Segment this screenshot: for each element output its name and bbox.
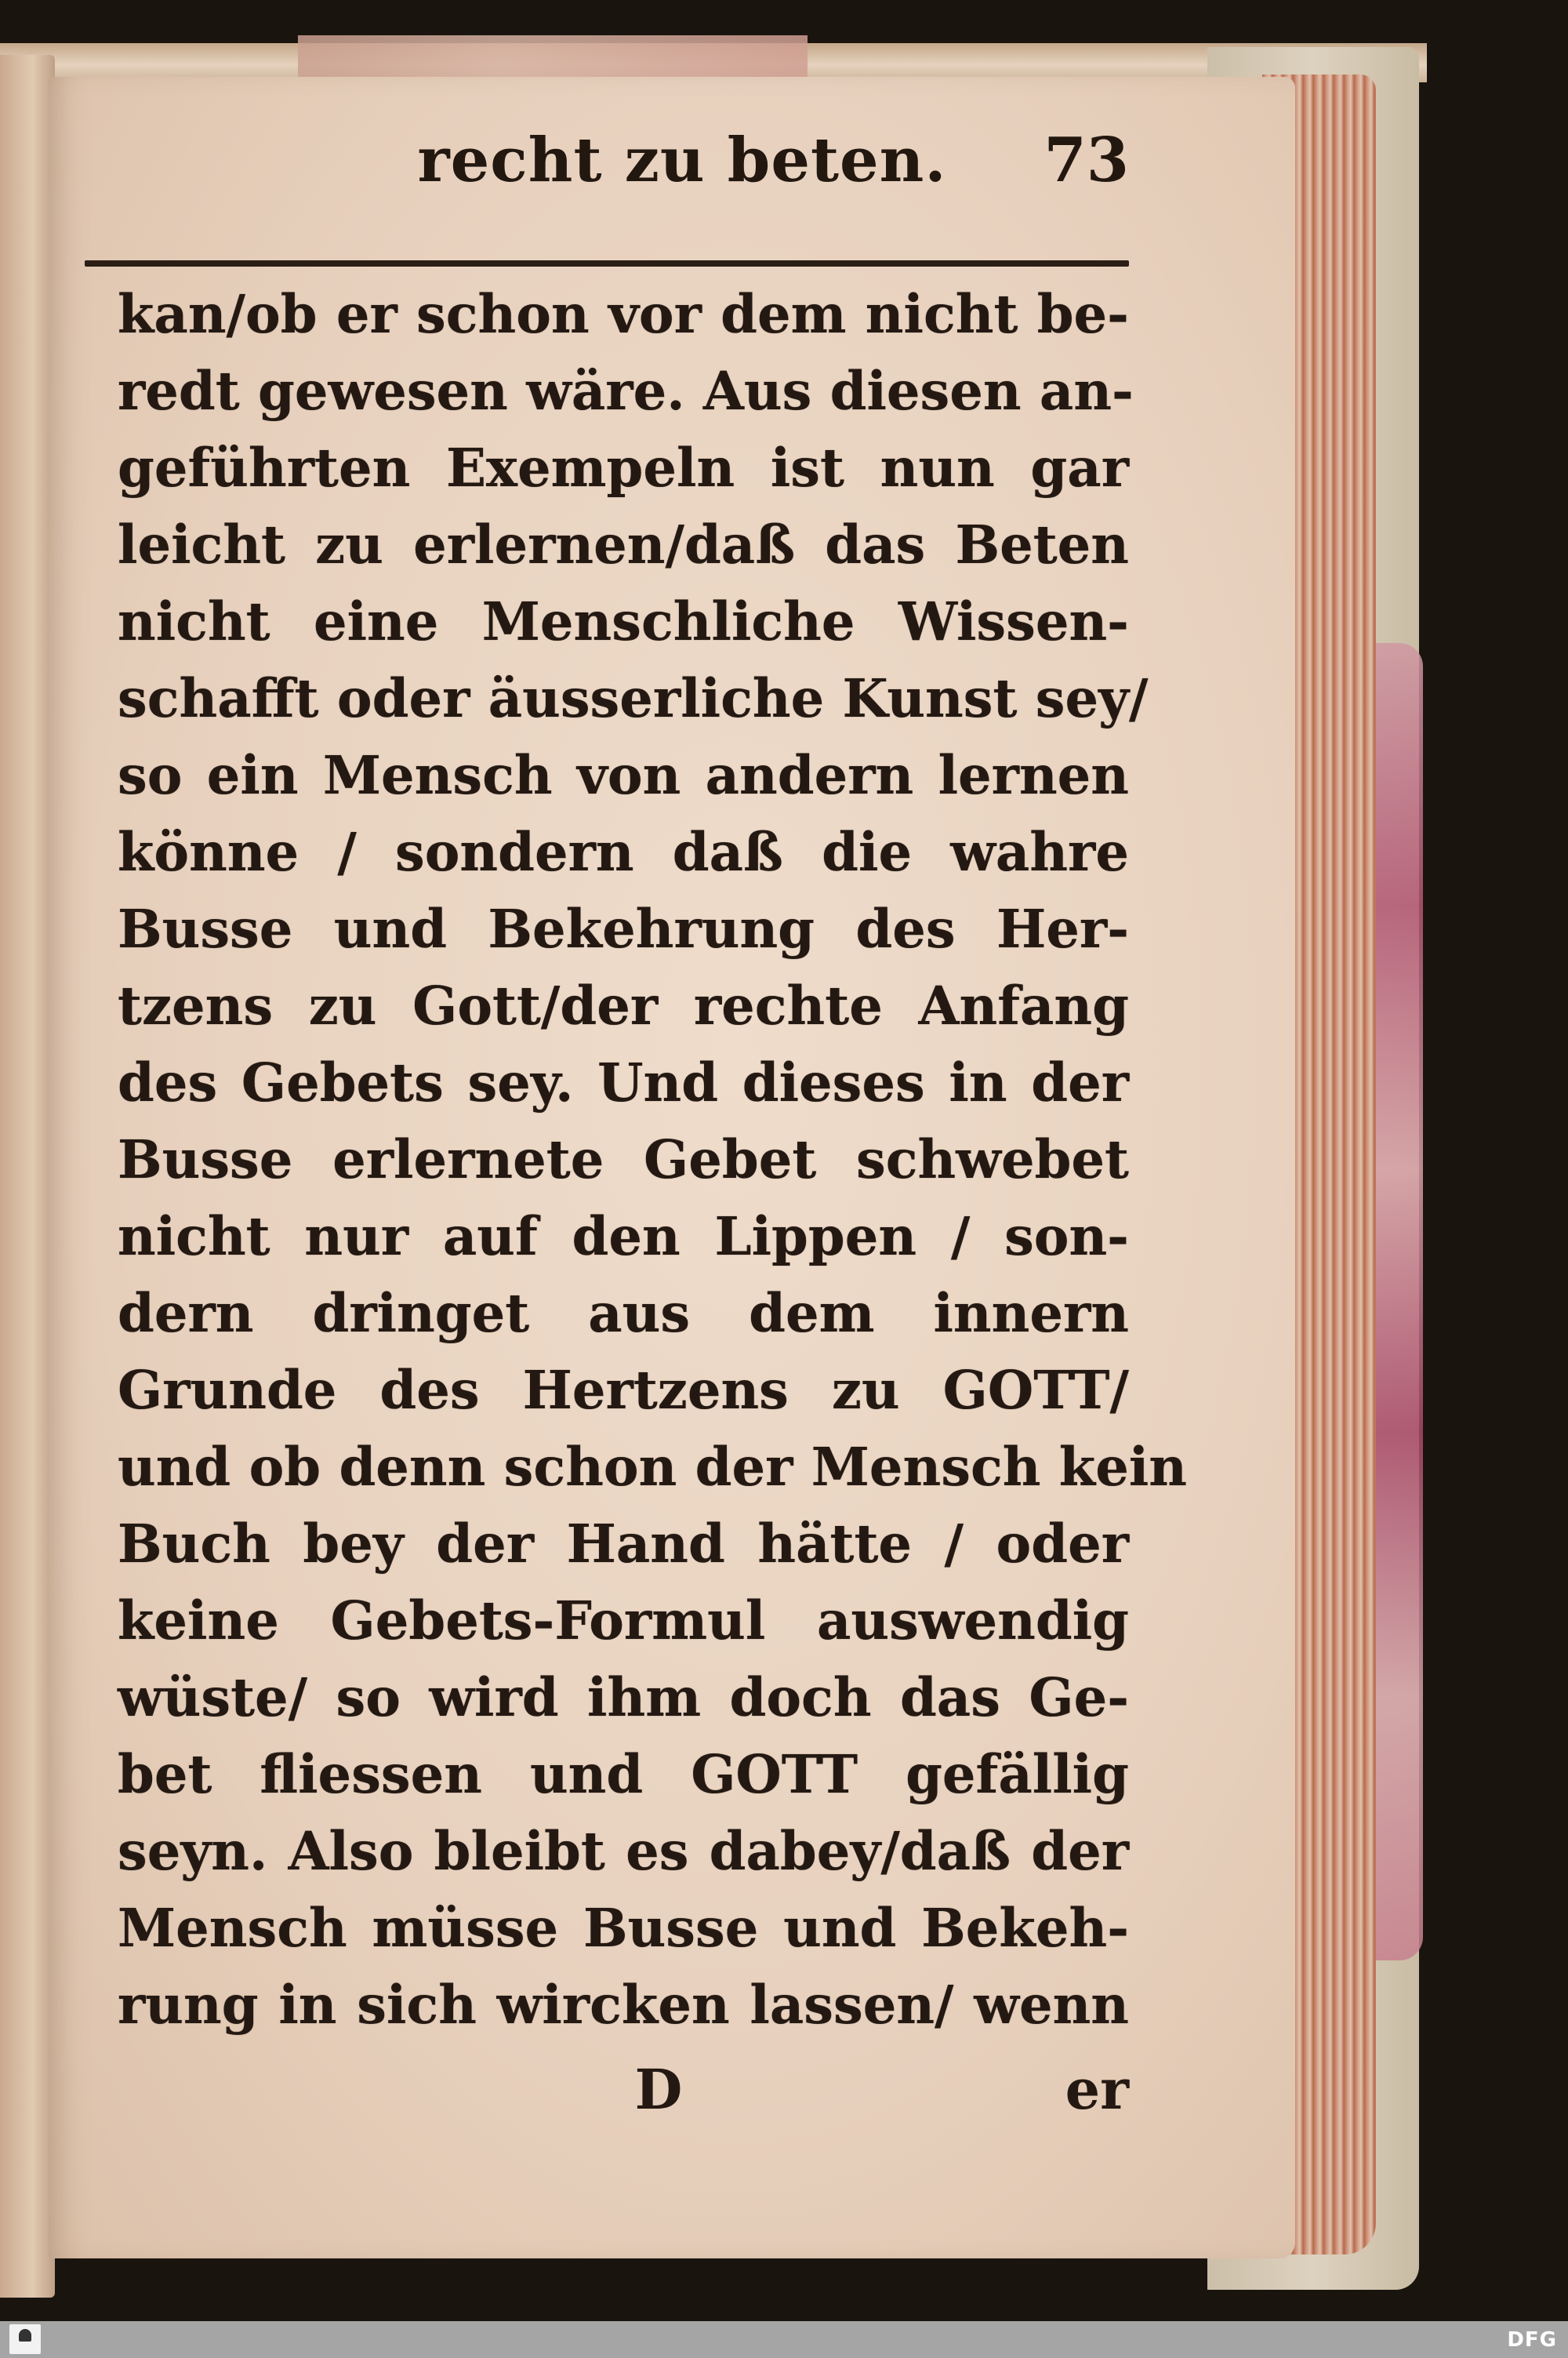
text-line: Grunde des Hertzens zu GOTT/	[118, 1359, 1129, 1421]
text-line: tzens zu Gott/der rechte Anfang	[118, 975, 1129, 1037]
text-line: Busse und Bekehrung des Her-	[118, 898, 1129, 960]
text-line: kan/ob er schon vor dem nicht be-	[118, 283, 1129, 345]
text-line: nicht eine Menschliche Wissen-	[118, 590, 1129, 652]
text-line: redt gewesen wäre. Aus diesen an-	[118, 360, 1134, 422]
text-line: so ein Mensch von andern lernen	[118, 744, 1129, 806]
text-line: Mensch müsse Busse und Bekeh-	[118, 1897, 1129, 1959]
left-page-edge	[0, 55, 55, 2298]
text-line: nicht nur auf den Lippen / son-	[118, 1205, 1129, 1267]
ribbon-marker	[298, 35, 808, 78]
text-line: schafft oder äusserliche Kunst sey/	[118, 667, 1149, 729]
text-line: leicht zu erlernen/daß das Beten	[118, 514, 1129, 576]
signature-mark: D	[634, 2057, 683, 2122]
text-line: geführten Exempeln ist nun gar	[118, 437, 1129, 499]
catchword: er	[1065, 2057, 1129, 2122]
text-line: Busse erlernete Gebet schwebet	[118, 1128, 1129, 1190]
text-line: des Gebets sey. Und dieses in der	[118, 1052, 1129, 1114]
text-line: seyn. Also bleibt es dabey/daß der	[118, 1820, 1129, 1882]
body-text	[118, 276, 1188, 2044]
text-line: Buch bey der Hand hätte / oder	[118, 1513, 1129, 1575]
page-footer	[118, 2047, 1129, 2133]
text-line: könne / sondern daß die wahre	[118, 821, 1129, 883]
text-line: und ob denn schon der Mensch kein	[118, 1436, 1188, 1498]
viewer-footer-bar	[0, 2321, 1568, 2358]
marbled-endpaper	[1368, 643, 1423, 1960]
page-header	[78, 102, 1129, 220]
dfg-logo: DFG	[1507, 2328, 1557, 2352]
text-line: bet fliessen und GOTT gefällig	[118, 1743, 1129, 1805]
header-rule	[85, 260, 1129, 267]
page-number: 73	[1044, 125, 1129, 196]
running-head: recht zu beten.	[417, 125, 947, 196]
text-line: keine Gebets-Formul auswendig	[118, 1590, 1129, 1651]
text-line: dern dringet aus dem innern	[118, 1282, 1129, 1344]
text-line: wüste/ so wird ihm doch das Ge-	[118, 1666, 1129, 1728]
text-line: rung in sich wircken lassen/ wenn	[118, 1974, 1129, 2036]
library-logo-icon	[9, 2324, 41, 2354]
